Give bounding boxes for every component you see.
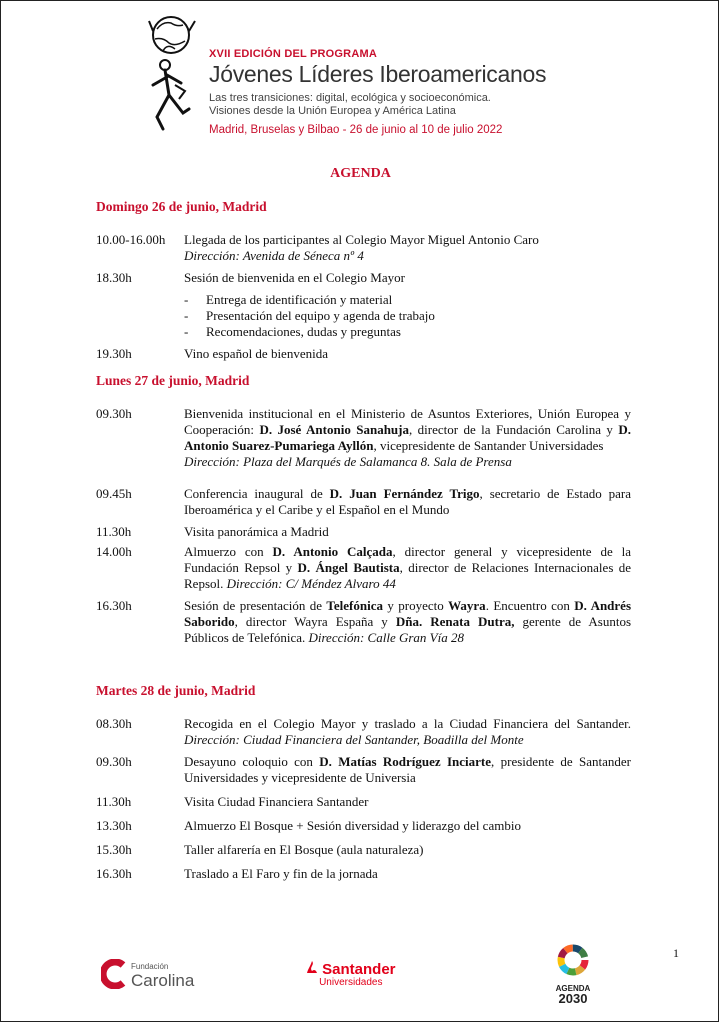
item-time: 11.30h: [96, 794, 132, 809]
item-text: Conferencia inaugural de: [184, 486, 330, 501]
item-description: [184, 754, 631, 786]
item-description: [184, 716, 631, 748]
bullet-item: - Recomendaciones, dudas y preguntas: [184, 324, 401, 339]
program-subtitle-2: Visiones desde la Unión Europea y América Latina: [209, 105, 456, 117]
item-text: , director Wayra España y: [234, 614, 396, 629]
speaker-name: D. Antonio Calçada: [272, 544, 393, 559]
item-text: Bienvenida institucional en el Ministerio de Asuntos Exteriores, Unión Europea y Cooperación:: [184, 406, 631, 437]
item-description: [184, 598, 631, 646]
item-description: [184, 486, 631, 518]
item-text: Sesión de bienvenida en el Colegio Mayor: [184, 270, 405, 285]
agenda-title: AGENDA: [330, 166, 391, 181]
item-time: 09.30h: [96, 406, 132, 421]
item-text: , director de la Fundación Carolina y: [408, 422, 619, 437]
bullet-item: - Presentación del equipo y agenda de trabajo: [184, 308, 435, 323]
company-name: Wayra: [448, 598, 486, 613]
santander-universidades-logo: [306, 961, 396, 988]
item-time: 11.30h: [96, 524, 132, 539]
agenda-item: [96, 346, 631, 362]
edition-label: XVII EDICIÓN DEL PROGRAMA: [209, 48, 377, 60]
item-text: Almuerzo El Bosque + Sesión diversidad y liderazgo del cambio: [184, 818, 521, 833]
page-number: 1: [673, 946, 679, 960]
agenda-year: 2030: [558, 991, 588, 1006]
speaker-name: D. Antonio Suarez-Pumariega Ayllón: [184, 422, 631, 453]
bullet-text: Recomendaciones, dudas y preguntas: [206, 324, 401, 339]
agenda-item: [96, 716, 631, 748]
item-description: [184, 406, 631, 470]
program-header: [209, 48, 546, 136]
item-time: 08.30h: [96, 716, 132, 731]
item-direction: Dirección: Ciudad Financiera del Santander, Boadilla del Monte: [184, 732, 524, 747]
item-direction: Dirección: Calle Gran Vía 28: [308, 630, 464, 645]
agenda-item: [96, 486, 631, 518]
bullet-item: - Entrega de identificación y material: [184, 292, 393, 307]
item-text: , director de Relaciones Internacionales de Repsol.: [184, 560, 631, 591]
item-text: , presidente de Santander Universidades y vicepresidente de Universia: [184, 754, 631, 785]
item-text: Taller alfarería en El Bosque (aula naturaleza): [184, 842, 424, 857]
item-time: 14.00h: [96, 544, 132, 559]
santander-label: Santander: [322, 961, 396, 978]
item-text: Desayuno coloquio con: [184, 754, 320, 769]
item-direction: Dirección: Plaza del Marqués de Salamanca 8. Sala de Prensa: [184, 454, 512, 469]
agenda-item: [96, 818, 631, 834]
agenda-item: [96, 232, 631, 264]
agenda-item: [96, 866, 631, 882]
item-text: Vino español de bienvenida: [184, 346, 328, 361]
item-direction: Dirección: C/ Méndez Alvaro 44: [226, 576, 396, 591]
universidades-label: Universidades: [319, 977, 383, 988]
day-heading: Lunes 27 de junio, Madrid: [96, 373, 250, 388]
item-time: 15.30h: [96, 842, 132, 857]
agenda-item: [96, 754, 631, 786]
company-name: Telefónica: [326, 598, 383, 613]
day-heading: Domingo 26 de junio, Madrid: [96, 199, 267, 214]
speaker-name: Dña. Renata Dutra,: [395, 614, 515, 629]
item-text: , vicepresidente de Santander Universidades: [373, 438, 604, 453]
speaker-name: D. Andrés Saborido: [184, 598, 632, 629]
fundacion-carolina-logo: [101, 959, 194, 989]
item-direction: Dirección: Avenida de Séneca nº 4: [184, 248, 364, 263]
santander-name: [306, 961, 396, 978]
item-time: 09.30h: [96, 754, 132, 769]
item-text: Llegada de los participantes al Colegio Mayor Miguel Antonio Caro: [184, 232, 539, 247]
day-heading: Martes 28 de junio, Madrid: [96, 683, 256, 698]
item-time: 19.30h: [96, 346, 132, 361]
agenda-item: [96, 524, 631, 540]
item-time: 10.00-16.00h: [96, 232, 166, 247]
item-text: . Encuentro con: [485, 598, 575, 613]
speaker-name: D. Juan Fernández Trigo: [329, 486, 480, 501]
item-text: Visita panorámica a Madrid: [184, 524, 329, 539]
agenda-content: [96, 199, 631, 882]
item-time: 16.30h: [96, 866, 132, 881]
program-title: Jóvenes Líderes Iberoamericanos: [209, 61, 547, 87]
agenda-item: [96, 270, 631, 340]
program-dates: Madrid, Bruselas y Bilbao - 26 de junio al 10 de julio 2022: [209, 124, 503, 136]
speaker-name: D. Ángel Bautista: [297, 560, 400, 575]
santander-flame-icon: [306, 961, 318, 975]
item-time: 13.30h: [96, 818, 132, 833]
sdg-wheel-icon: [556, 943, 590, 977]
item-text: y proyecto: [383, 598, 449, 613]
item-description: [184, 270, 631, 340]
agenda-label: AGENDA: [555, 984, 591, 993]
item-text: Recogida en el Colegio Mayor y traslado a la Ciudad Financiera del Santander.: [184, 716, 631, 731]
agenda-item: [96, 544, 631, 592]
item-description: [184, 544, 631, 592]
item-text: , director general y vicepresidente de la Fundación Repsol y: [184, 544, 631, 575]
item-time: 18.30h: [96, 270, 132, 285]
agenda-item: [96, 598, 631, 646]
agenda-item: [96, 406, 631, 470]
item-text: Visita Ciudad Financiera Santander: [184, 794, 369, 809]
bullet-text: Entrega de identificación y material: [206, 292, 393, 307]
fundacion-label: Fundación: [131, 962, 169, 971]
item-description: [184, 232, 631, 264]
carolina-label: Carolina: [131, 971, 195, 990]
agenda-item: [96, 794, 631, 810]
item-text: Almuerzo con: [184, 544, 273, 559]
item-time: 16.30h: [96, 598, 132, 613]
speaker-name: D. José Antonio Sanahuja: [259, 422, 409, 437]
item-time: 09.45h: [96, 486, 132, 501]
speaker-name: D. Matías Rodríguez Inciarte: [319, 754, 492, 769]
program-subtitle: Las tres transiciones: digital, ecológica y socioeconómica.: [209, 92, 491, 104]
item-text: , secretario de Estado para Iberoamérica y el Caribe y el Español en el Mundo: [184, 486, 631, 517]
fundacion-carolina-c-icon: [101, 959, 127, 989]
item-text: Traslado a El Faro y fin de la jornada: [184, 866, 378, 881]
item-text: Sesión de presentación de: [184, 598, 327, 613]
item-text: gerente de Asuntos Públicos de Telefónica.: [184, 614, 631, 645]
fundacion-carolina-text: [131, 960, 194, 988]
program-logo-figure: [141, 13, 203, 141]
bullet-text: Presentación del equipo y agenda de trabajo: [206, 308, 435, 323]
agenda-2030-logo: [549, 943, 597, 1005]
agenda-item: [96, 842, 631, 858]
